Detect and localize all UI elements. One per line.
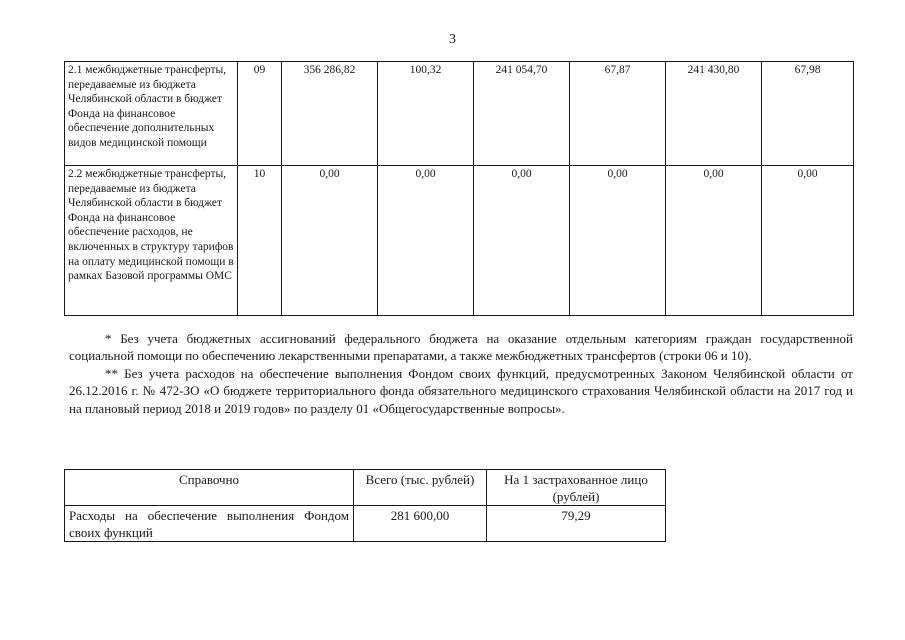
footnote-1: * Без учета бюджетных ассигнований федерального бюджета на оказание отдельным категориям граждан государственной социальной помощи по обеспечению лекарственными препаратами, а также межбюджетных трансфертов (строки 06 и 10).: [69, 331, 853, 364]
reference-table: [64, 469, 666, 542]
table-row: [65, 62, 854, 166]
table-cell: 241 054,70: [474, 62, 570, 166]
table-row: [65, 166, 854, 316]
row-code: 09: [238, 62, 282, 166]
header-per-person: На 1 застрахованное лицо (рублей): [487, 470, 666, 506]
table-cell: 67,98: [762, 62, 854, 166]
table-cell: 0,00: [570, 166, 666, 316]
row-total: 281 600,00: [354, 506, 487, 542]
header-total: Всего (тыс. рублей): [354, 470, 487, 506]
table-cell: 67,87: [570, 62, 666, 166]
table-cell: 0,00: [282, 166, 378, 316]
budget-table: [64, 61, 854, 316]
page-number: 3: [449, 32, 456, 47]
table-cell: 100,32: [378, 62, 474, 166]
table-header-row: [65, 470, 666, 506]
row-label: Расходы на обеспечение выполнения Фондом своих функций: [65, 506, 354, 542]
table-cell: 0,00: [474, 166, 570, 316]
table-cell: 0,00: [378, 166, 474, 316]
header-label: Справочно: [65, 470, 354, 506]
row-description: 2.1 межбюджетные трансферты, передаваемые из бюджета Челябинской области в бюджет Фонда на финансовое обеспечение дополнительных видов медицинской помощи: [65, 62, 238, 166]
table-cell: 0,00: [666, 166, 762, 316]
footnotes: [69, 330, 853, 417]
table-cell: 241 430,80: [666, 62, 762, 166]
table-cell: 356 286,82: [282, 62, 378, 166]
row-per-person: 79,29: [487, 506, 666, 542]
table-cell: 0,00: [762, 166, 854, 316]
row-code: 10: [238, 166, 282, 316]
table-row: [65, 506, 666, 542]
footnote-2: ** Без учета расходов на обеспечение выполнения Фондом своих функций, предусмотренных Законом Челябинской области от 26.12.2016 г. № 472-ЗО «О бюджете территориального фонда обязательного медицинского страхования Челябинской области на 2017 год и на плановый период 2018 и 2019 годов» по разделу 01 «Общегосударственные вопросы».: [69, 365, 853, 416]
row-description: 2.2 межбюджетные трансферты, передаваемые из бюджета Челябинской области в бюджет Фонда на финансовое обеспечение расходов, не включенных в структуру тарифов на оплату медицинской помощи в рамках Базовой программы ОМС: [65, 166, 238, 316]
